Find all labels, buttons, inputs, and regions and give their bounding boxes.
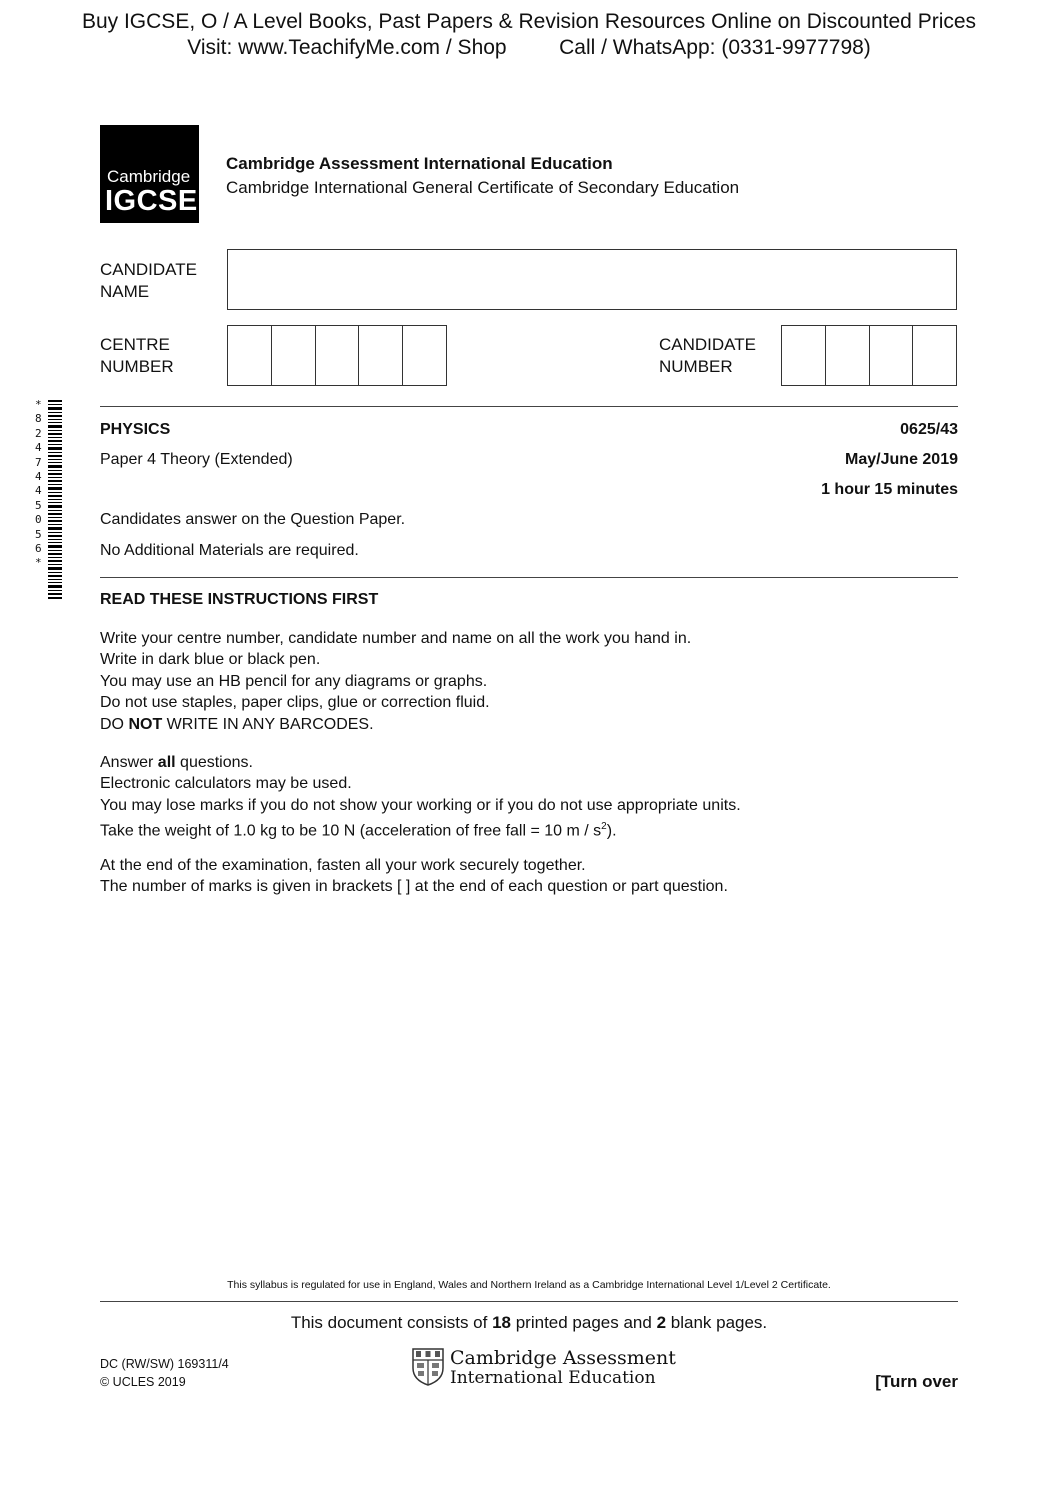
brand-line-1: Cambridge Assessment bbox=[450, 1347, 676, 1369]
answer-instruction-post: questions. bbox=[175, 754, 253, 771]
answer-instruction-all: all bbox=[157, 754, 176, 771]
instruction-line: Write your centre number, candidate number and name on all the work you hand in. bbox=[100, 630, 692, 647]
centre-number-label-line2: NUMBER bbox=[100, 357, 174, 376]
instruction-line: Electronic calculators may be used. bbox=[100, 775, 352, 793]
turn-over-label: [Turn over bbox=[875, 1372, 958, 1391]
subject-title: PHYSICS bbox=[100, 421, 171, 438]
qualification-title: Cambridge International General Certificate of Secondary Education bbox=[226, 178, 740, 197]
centre-number-cell[interactable] bbox=[272, 326, 316, 385]
paper-title: Paper 4 Theory (Extended) bbox=[100, 451, 293, 468]
centre-number-cell[interactable] bbox=[316, 326, 360, 385]
centre-number-cell[interactable] bbox=[228, 326, 272, 385]
promo-line-2: Visit: www.TeachifyMe.com / Shop Call / WhatsApp: (0331-9977798) bbox=[187, 36, 871, 59]
instruction-line-barcodes bbox=[100, 714, 691, 735]
instruction-line-answer bbox=[100, 752, 741, 773]
page-count-post: blank pages. bbox=[666, 1313, 768, 1332]
materials-note: No Additional Materials are required. bbox=[100, 542, 359, 559]
centre-number-field[interactable] bbox=[227, 325, 447, 386]
instructions-block-3 bbox=[100, 855, 728, 898]
page-count-note bbox=[0, 1313, 1058, 1333]
candidate-number-cell[interactable] bbox=[826, 326, 870, 385]
centre-number-label-line1: CENTRE bbox=[100, 335, 170, 354]
centre-number-cell[interactable] bbox=[403, 326, 446, 385]
page-count-pre: This document consists of bbox=[290, 1313, 493, 1332]
syllabus-note: This syllabus is regulated for use in England, Wales and Northern Ireland as a Cambridge International Level 1/Level 2 Certificate. bbox=[227, 1279, 831, 1291]
instruction-line: You may lose marks if you do not show your working or if you do not use appropriate units. bbox=[100, 796, 741, 814]
weight-instruction-pre: Take the weight of 1.0 kg to be 10 N (acceleration of free fall = 10 m / s bbox=[100, 822, 602, 840]
instruction-line-weight bbox=[100, 816, 741, 842]
barcode-instruction-pre: DO bbox=[100, 715, 129, 733]
candidate-number-field[interactable] bbox=[781, 325, 957, 386]
instruction-line: You may use an HB pencil for any diagrams or graphs. bbox=[100, 672, 488, 690]
instruction-line: The number of marks is given in brackets [ ] at the end of each question or part question. bbox=[100, 878, 728, 896]
barcode-digits: *8247445056* bbox=[35, 398, 42, 570]
centre-number-cell[interactable] bbox=[359, 326, 403, 385]
document-reference bbox=[100, 1355, 229, 1391]
exam-duration: 1 hour 15 minutes bbox=[821, 481, 958, 498]
candidate-number-cell[interactable] bbox=[870, 326, 914, 385]
candidate-number-label bbox=[659, 334, 756, 378]
page-count-mid: printed pages and bbox=[511, 1313, 657, 1332]
paper-code: 0625/43 bbox=[900, 421, 958, 438]
candidate-number-cell[interactable] bbox=[913, 326, 956, 385]
exam-session: May/June 2019 bbox=[845, 451, 958, 468]
brand-line-2: International Education bbox=[450, 1368, 656, 1388]
answer-note: Candidates answer on the Question Paper. bbox=[100, 511, 406, 528]
promo-line-1: Buy IGCSE, O / A Level Books, Past Papers & Revision Resources Online on Discounted Prices bbox=[81, 10, 977, 33]
candidate-number-label-line2: NUMBER bbox=[659, 357, 733, 376]
instruction-line: At the end of the examination, fasten all your work securely together. bbox=[100, 857, 586, 874]
instructions-block-2 bbox=[100, 752, 741, 842]
divider-middle bbox=[100, 577, 958, 578]
instructions-block-1 bbox=[100, 628, 691, 735]
candidate-name-label-line2: NAME bbox=[100, 282, 150, 301]
cambridge-shield-icon bbox=[412, 1348, 444, 1386]
printed-pages-count: 18 bbox=[492, 1313, 511, 1332]
candidate-number-label-line1: CANDIDATE bbox=[659, 335, 756, 354]
weight-instruction-post: ). bbox=[606, 822, 617, 840]
candidate-name-label bbox=[100, 259, 197, 303]
copyright-notice: © UCLES 2019 bbox=[100, 1375, 186, 1389]
candidate-name-label-line1: CANDIDATE bbox=[100, 260, 197, 279]
instruction-line: Do not use staples, paper clips, glue or correction fluid. bbox=[100, 694, 490, 712]
divider-top bbox=[100, 406, 958, 407]
candidate-name-field[interactable] bbox=[227, 249, 957, 310]
barcode-instruction-not: NOT bbox=[128, 715, 163, 733]
document-code: DC (RW/SW) 169311/4 bbox=[100, 1357, 229, 1371]
instruction-line: Write in dark blue or black pen. bbox=[100, 651, 321, 669]
barcode-instruction-post: WRITE IN ANY BARCODES. bbox=[162, 715, 374, 733]
logo-cambridge-text: Cambridge bbox=[107, 167, 191, 186]
blank-pages-count: 2 bbox=[656, 1313, 667, 1332]
cambridge-igcse-logo bbox=[100, 125, 199, 223]
divider-bottom bbox=[100, 1301, 958, 1302]
answer-instruction-pre: Answer bbox=[100, 754, 158, 771]
candidate-number-cell[interactable] bbox=[782, 326, 826, 385]
centre-number-label bbox=[100, 334, 174, 378]
weight-instruction-superscript: 2 bbox=[601, 821, 607, 833]
logo-igcse-text: IGCSE bbox=[105, 185, 198, 217]
org-title: Cambridge Assessment International Education bbox=[226, 154, 613, 173]
instructions-heading: READ THESE INSTRUCTIONS FIRST bbox=[100, 591, 379, 608]
